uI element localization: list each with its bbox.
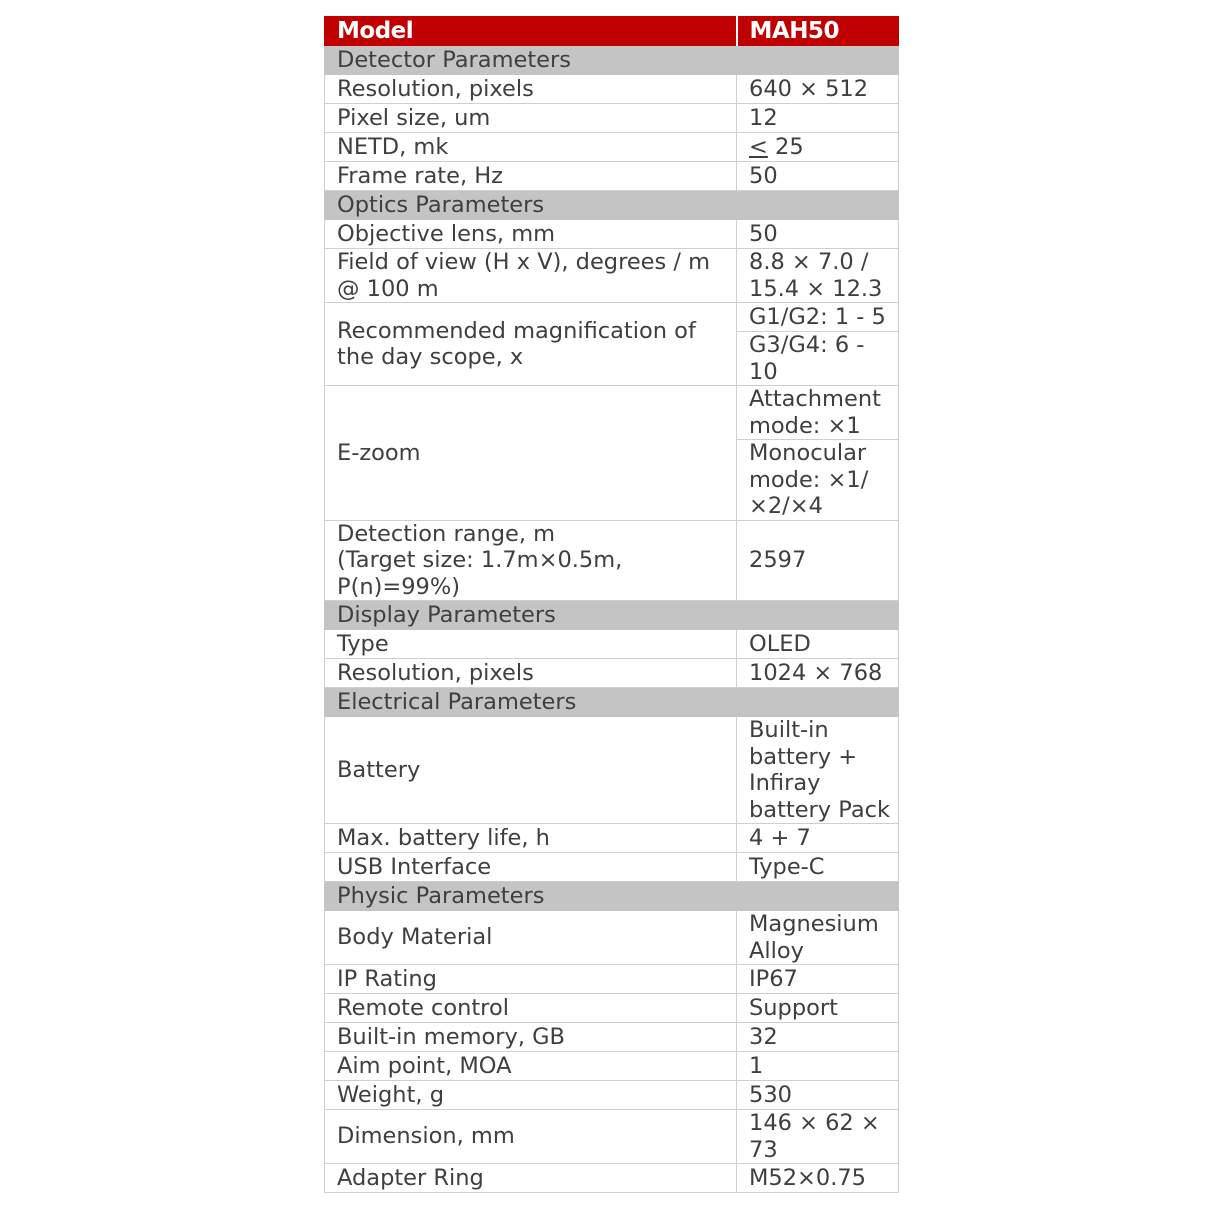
section-detector — [325, 46, 899, 75]
section-display — [325, 601, 899, 630]
model-value: MAH50 — [737, 17, 899, 46]
param-value: Built-in battery + Infiray battery Pack — [737, 717, 899, 824]
param-label: Weight, g — [325, 1081, 737, 1110]
param-value: 32 — [737, 1023, 899, 1052]
table-row — [325, 133, 899, 162]
param-value: G3/G4: 6 - 10 — [737, 332, 899, 386]
table-row — [325, 162, 899, 191]
table-row — [325, 853, 899, 882]
spec-table — [324, 16, 899, 1193]
param-label — [325, 520, 737, 601]
table-row — [325, 249, 899, 303]
param-label: E-zoom — [325, 386, 737, 521]
param-label: Adapter Ring — [325, 1164, 737, 1193]
section-title: Display Parameters — [325, 601, 899, 630]
netd-value: 25 — [775, 133, 804, 160]
param-value: 8.8 × 7.0 / 15.4 × 12.3 — [737, 249, 899, 303]
section-title: Physic Parameters — [325, 882, 899, 911]
param-value: Magnesium Alloy — [737, 911, 899, 965]
param-value: 4 + 7 — [737, 824, 899, 853]
param-label: Dimension, mm — [325, 1110, 737, 1164]
table-row — [325, 75, 899, 104]
param-label: Recommended magnification of the day scope, x — [325, 303, 737, 386]
less-equal-symbol: < — [749, 133, 768, 160]
param-label: Built-in memory, GB — [325, 1023, 737, 1052]
param-label: Frame rate, Hz — [325, 162, 737, 191]
table-row — [325, 1164, 899, 1193]
param-label: Type — [325, 630, 737, 659]
model-label: Model — [325, 17, 737, 46]
table-row — [325, 659, 899, 688]
param-value: 1 — [737, 1052, 899, 1081]
param-label: Objective lens, mm — [325, 220, 737, 249]
section-optics — [325, 191, 899, 220]
param-value: Attachment mode: ×1 — [737, 386, 899, 440]
table-row — [325, 303, 899, 332]
table-row — [325, 220, 899, 249]
param-value: Type-C — [737, 853, 899, 882]
table-row — [325, 1081, 899, 1110]
table-row — [325, 630, 899, 659]
param-label: NETD, mk — [325, 133, 737, 162]
section-title: Detector Parameters — [325, 46, 899, 75]
param-value: 1024 × 768 — [737, 659, 899, 688]
detection-range-label: Detection range, m — [337, 520, 556, 547]
target-size-note: (Target size: 1.7m×0.5m, P(n)=99%) — [337, 547, 623, 600]
param-value: 2597 — [737, 520, 899, 601]
param-value — [737, 133, 899, 162]
param-value: 530 — [737, 1081, 899, 1110]
param-value: G1/G2: 1 - 5 — [737, 303, 899, 332]
header-row — [325, 17, 899, 46]
section-electrical — [325, 688, 899, 717]
table-row — [325, 965, 899, 994]
param-value: 12 — [737, 104, 899, 133]
param-label: Max. battery life, h — [325, 824, 737, 853]
section-physic — [325, 882, 899, 911]
param-value: 50 — [737, 162, 899, 191]
param-value: Monocular mode: ×1/ ×2/×4 — [737, 440, 899, 521]
param-value: 640 × 512 — [737, 75, 899, 104]
param-label: USB Interface — [325, 853, 737, 882]
param-label: Resolution, pixels — [325, 75, 737, 104]
param-value: OLED — [737, 630, 899, 659]
table-row — [325, 1110, 899, 1164]
param-label: Body Material — [325, 911, 737, 965]
section-title: Optics Parameters — [325, 191, 899, 220]
param-value: 50 — [737, 220, 899, 249]
param-label: Aim point, MOA — [325, 1052, 737, 1081]
table-row — [325, 520, 899, 601]
table-row — [325, 386, 899, 440]
param-value: M52×0.75 — [737, 1164, 899, 1193]
param-label: Field of view (H x V), degrees / m @ 100 m — [325, 249, 737, 303]
param-label: Battery — [325, 717, 737, 824]
section-title: Electrical Parameters — [325, 688, 899, 717]
param-label: Resolution, pixels — [325, 659, 737, 688]
table-row — [325, 824, 899, 853]
table-row — [325, 911, 899, 965]
table-row — [325, 1023, 899, 1052]
param-value: IP67 — [737, 965, 899, 994]
param-label: Pixel size, um — [325, 104, 737, 133]
table-row — [325, 994, 899, 1023]
table-row — [325, 1052, 899, 1081]
param-value: Support — [737, 994, 899, 1023]
param-label: IP Rating — [325, 965, 737, 994]
param-label: Remote control — [325, 994, 737, 1023]
table-row — [325, 717, 899, 824]
param-value: 146 × 62 × 73 — [737, 1110, 899, 1164]
table-row — [325, 104, 899, 133]
